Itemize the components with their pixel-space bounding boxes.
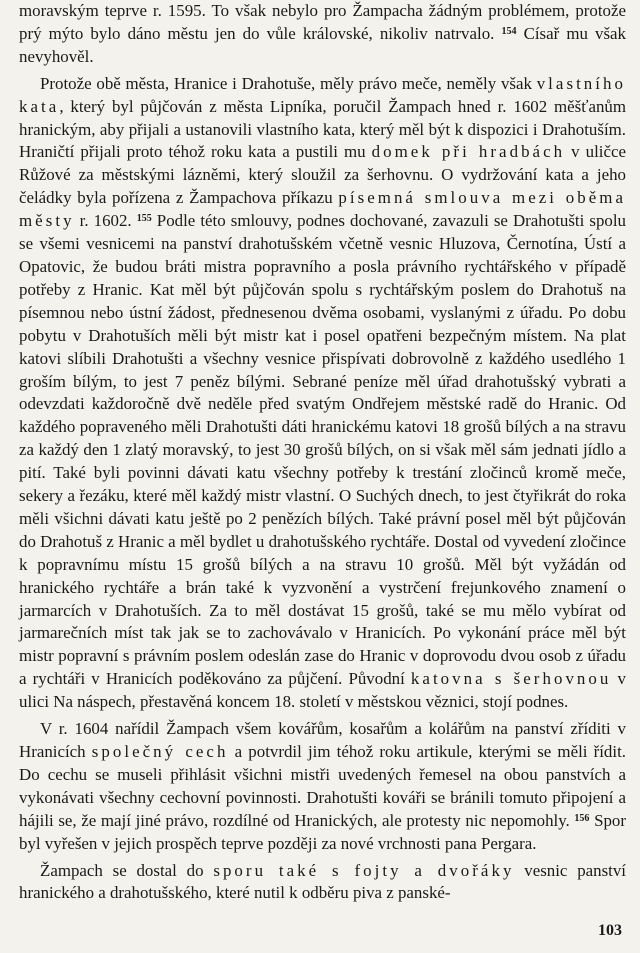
text-run: Spor byl vyřešen v jejich prospěch teprve později za nové vrchnosti pana Pergara. [19, 810, 626, 853]
spaced-emphasis: společný cech [91, 742, 229, 761]
paragraph-1 [19, 0, 626, 69]
text-run: r. 1602. [79, 211, 132, 231]
text-run: Císař mu však nevyhověl. [19, 23, 626, 66]
text-run: Protože obě města, Hranice i Drahotuše, měly právo meče, neměly však [40, 73, 532, 93]
text-run: a potvrdil jim téhož roku artikule, kterými se měli řídit. Do cechu se museli přihlásit všichni mistři uvedených řemesel na obou panstvích a vykonávati všechny cechovní povinnosti. Drahotušti kováři se bránili tomuto připojení a hájili se, že mají jiné právo, rozdílné od Hranických, ale protesty nic nepomohly. [19, 742, 626, 830]
body-text [19, 0, 626, 905]
text-run: , který byl půjčován z města Lipníka, poručil Žampach hned r. 1602 měšťanům hranickým, aby přijali a ustanovili vlastního kata, který měl být k dispozici i Drahotuším. Hraničtí přijali proto téhož roku kata a pustili mu [19, 96, 626, 162]
spaced-emphasis: písemná smlouva mezi oběma městy [19, 188, 626, 231]
text-run: Žampach se dostal do [40, 860, 204, 880]
footnote-ref-156: 156 [574, 812, 590, 824]
paragraph-2 [19, 73, 626, 714]
footnote-ref-154: 154 [501, 25, 517, 37]
spaced-emphasis: sporu také s fojty a dvořáky [213, 860, 515, 880]
text-run: Podle této smlouvy, podnes dochované, zavazuli se Drahotušti spolu se všemi vesnicemi na panství drahotušském včetně vesnic Hluzova, Černotína, Ústí a Opatovic, že budou bráti mistra popravního a posla právního rychtářského v případě potřeby z Hranic. Kat měl být půjčován spolu s rychtářským poslem do Drahotuš na písemnou nebo ústní žádost, přednesenou dvěma osobami, vyslanými z úřadu. Po dobu pobytu v Drahotuších měli být mistr kat i posel opatřeni bezpečným místem. Na plat katovi slíbili Drahotušti a všechny vesnice přispívati dobrovolně z každého usedlého 1 groším bílým, to jest 7 peněz bílými. Sebrané peníze měl úřad drahotušský vybrati a odevzdati každoročně dvě neděle před svatým Ondřejem městské radě do Hranic. Od každého popraveného měli Drahotušti dáti hranickému katovi 18 grošů bílých a na stravu za každý den 1 zlatý moravský, to jest 30 grošů bílých, on si však měl sám jednati jídlo a pití. Také byli povinni dávati katu všechny potřeby k trestání zločinců kromě meče, sekery a řezáku, které měl každý mistr vlastní. O Suchých dnech, to jest čtyřikrát do roka měli všichni dávati katu ještě po 2 penězích bílých. Také právní posel měl být půjčován do Drahotuš z Hranic a měl bydlet u drahotušského rychtáře. Dostal od vyvedení zločince k popravnímu místu 15 grošů bílých a na stravu 10 grošů. Měl být vyžádán od hranického rychtáře a brán také k vyzvonění a vystrčení frejunkového znamení o jarmarcích v Drahotuších. Za to měl dostávat 15 grošů, také se mu mělo vybírat od jarmarečních míst tak jak se to zachovávalo v Hranicích. Po vykonání práce měl být mistr popravní s právním poslem odeslán zase do Hranic v doprovodu dvou osob z úřadu a rychtáři v Hranicích poděkováno za půjčení. Původní [19, 211, 626, 689]
paragraph-4 [19, 860, 626, 906]
text-run: moravským teprve r. 1595. To však nebylo pro Žampacha žádným problémem, protože prý mýto bylo dáno městu jen do vůle královské, nikoliv natrvalo. [19, 1, 626, 43]
text-run: v ulici Na náspech, přestavěná koncem 18. století v městskou věznici, stojí podnes. [19, 669, 626, 712]
text-run: V r. 1604 nařídil Žampach všem kovářům, kosařům a kolářům na panství zříditi v Hranicích [19, 719, 626, 761]
spaced-emphasis: katovna s šerhovnou [410, 669, 612, 689]
paragraph-3 [19, 718, 626, 855]
page-number: 103 [598, 922, 622, 939]
text-run: vesnic panství hranického a drahotušského, které nutil k odběru piva z panské- [19, 860, 626, 903]
spaced-emphasis: domek při hradbách [371, 142, 566, 162]
text-run: v uličce Růžové za městskými lázněmi, který sloužil za šerhovnu. O vydržování kata a jeho čeládky byla pořízena z Žampachova příkazu [19, 142, 626, 208]
footnote-ref-155: 155 [136, 213, 152, 225]
spaced-emphasis: vlastního kata [19, 73, 626, 116]
